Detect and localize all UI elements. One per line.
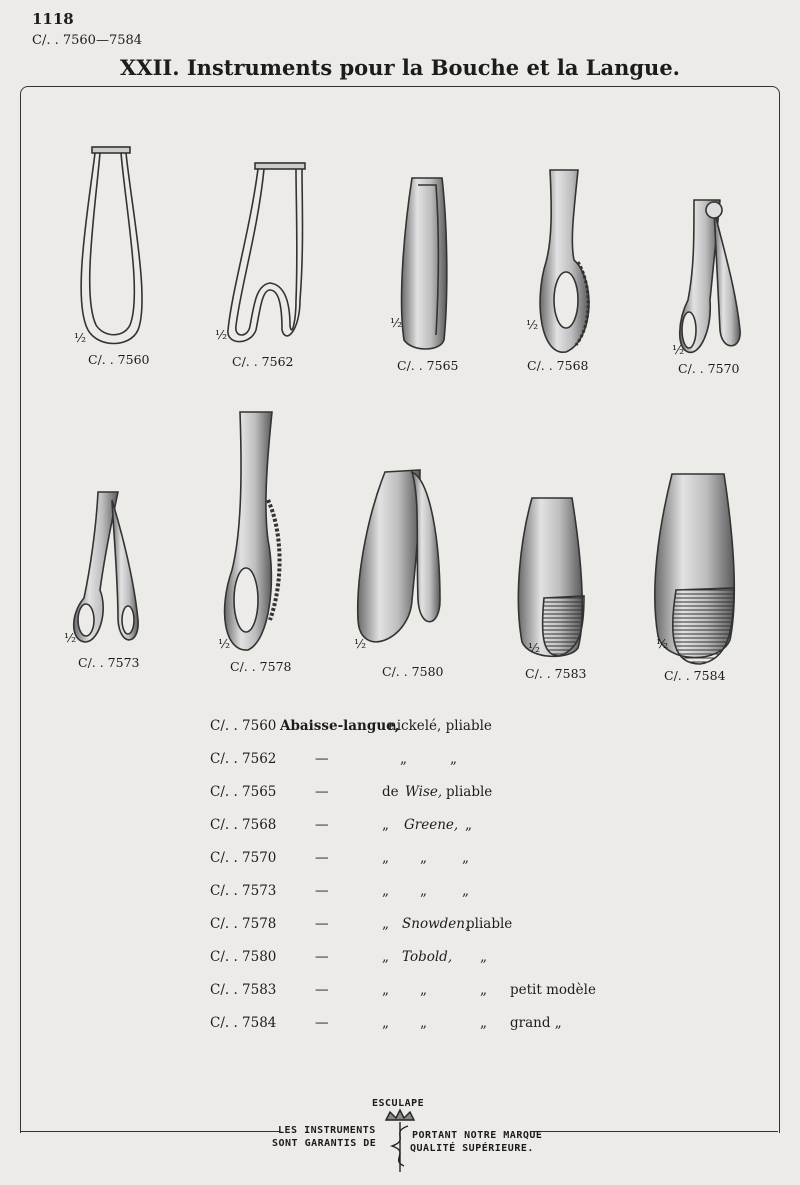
list-item	[210, 784, 730, 817]
scale-mark: ½	[218, 636, 231, 651]
item-code: C/. . 7578	[210, 916, 277, 932]
item-dash: —	[315, 949, 329, 965]
page-title: XXII. Instruments pour la Bouche et la Langue.	[120, 55, 680, 80]
item-dash: —	[315, 883, 329, 899]
item-word: de	[382, 784, 399, 800]
item-code: C/. . 7568	[210, 817, 277, 833]
footer-rule-left	[20, 1131, 280, 1132]
ditto-mark: „	[420, 982, 427, 998]
list-item	[210, 916, 730, 949]
ditto-mark: „	[480, 949, 487, 965]
footer-left-line-2: SONT GARANTIS DE	[272, 1138, 377, 1149]
figure-label-7565: C/. . 7565	[397, 358, 459, 373]
scale-mark: ½	[390, 315, 403, 330]
item-dash: —	[315, 850, 329, 866]
item-code: C/. . 7560	[210, 718, 277, 734]
ditto-mark: „	[382, 1015, 389, 1031]
instrument-7573-illustration	[74, 492, 138, 642]
item-size: petit modèle	[510, 982, 596, 998]
scale-mark: ½	[528, 640, 541, 655]
catalog-list	[210, 718, 730, 1048]
list-item	[210, 949, 730, 982]
item-code: C/. . 7562	[210, 751, 277, 767]
scale-mark: ½	[656, 636, 669, 651]
list-item	[210, 850, 730, 883]
list-item	[210, 817, 730, 850]
figure-label-7580: C/. . 7580	[382, 664, 444, 679]
instrument-7580-illustration	[358, 470, 440, 642]
ditto-mark: „	[420, 883, 427, 899]
item-code: C/. . 7584	[210, 1015, 277, 1031]
item-desc: pliable	[466, 916, 513, 932]
ditto-mark: „	[382, 850, 389, 866]
ditto-mark: „	[382, 982, 389, 998]
item-code: C/. . 7573	[210, 883, 277, 899]
ditto-mark: „	[420, 850, 427, 866]
scale-mark: ½	[64, 630, 77, 645]
ditto-mark: „	[382, 817, 389, 833]
list-item	[210, 883, 730, 916]
item-desc: nickelé, pliable	[388, 718, 492, 734]
item-author: Snowden,	[402, 916, 470, 932]
instrument-7578-illustration	[225, 412, 280, 650]
footer-right-line-2: QUALITÉ SUPÉRIEURE.	[410, 1143, 534, 1154]
scale-mark: ½	[526, 317, 539, 332]
figure-label-7578: C/. . 7578	[230, 659, 292, 674]
list-item	[210, 982, 730, 1015]
ditto-mark: „	[450, 751, 457, 767]
footer-rule-right	[530, 1131, 778, 1132]
ditto-mark: „	[480, 982, 487, 998]
item-code: C/. . 7570	[210, 850, 277, 866]
instrument-7560-illustration	[81, 147, 142, 344]
item-dash: —	[315, 1015, 329, 1031]
ditto-mark: „	[462, 850, 469, 866]
ditto-mark: „	[382, 916, 389, 932]
item-size: grand „	[510, 1015, 562, 1031]
ditto-mark: „	[382, 949, 389, 965]
instrument-7568-illustration	[540, 170, 589, 352]
item-dash: —	[315, 982, 329, 998]
item-author: Tobold,	[402, 949, 453, 965]
instrument-7570-illustration	[680, 200, 740, 352]
figure-label-7568: C/. . 7568	[527, 358, 589, 373]
scale-mark: ½	[215, 327, 228, 342]
ditto-mark: „	[462, 883, 469, 899]
ditto-mark: „	[465, 817, 472, 833]
scale-mark: ½	[672, 342, 685, 357]
item-dash: —	[315, 751, 329, 767]
footer-brand: ESCULAPE	[372, 1098, 425, 1109]
page-number: 1118	[32, 10, 74, 28]
list-item	[210, 751, 730, 784]
instrument-7565-illustration	[402, 178, 447, 349]
list-item	[210, 1015, 730, 1048]
item-code: C/. . 7565	[210, 784, 277, 800]
item-author: Wise,	[405, 784, 443, 800]
ditto-mark: „	[420, 1015, 427, 1031]
figure-label-7560: C/. . 7560	[88, 352, 150, 367]
ditto-mark: „	[400, 751, 407, 767]
item-author: Greene,	[404, 817, 459, 833]
footer-left-line-1: LES INSTRUMENTS	[278, 1125, 376, 1136]
figure-label-7570: C/. . 7570	[678, 361, 740, 376]
footer-right-line-1: PORTANT NOTRE MARQUE	[412, 1130, 543, 1141]
item-code: C/. . 7580	[210, 949, 277, 965]
item-dash: —	[315, 916, 329, 932]
item-desc: pliable	[446, 784, 493, 800]
item-name: Abaisse-langue,	[280, 718, 400, 734]
list-item	[210, 718, 730, 751]
item-dash: —	[315, 817, 329, 833]
figure-label-7584: C/. . 7584	[664, 668, 726, 683]
instrument-7562-illustration	[228, 163, 305, 342]
ditto-mark: „	[480, 1015, 487, 1031]
ditto-mark: „	[382, 883, 389, 899]
esculape-emblem	[386, 1110, 414, 1172]
instrument-7583-illustration	[518, 498, 584, 656]
catalog-range: C/. . 7560—7584	[32, 33, 143, 48]
figure-label-7573: C/. . 7573	[78, 655, 140, 670]
scale-mark: ½	[74, 330, 87, 345]
item-dash: —	[315, 784, 329, 800]
item-code: C/. . 7583	[210, 982, 277, 998]
figure-label-7583: C/. . 7583	[525, 666, 587, 681]
figure-label-7562: C/. . 7562	[232, 354, 294, 369]
scale-mark: ½	[354, 636, 367, 651]
